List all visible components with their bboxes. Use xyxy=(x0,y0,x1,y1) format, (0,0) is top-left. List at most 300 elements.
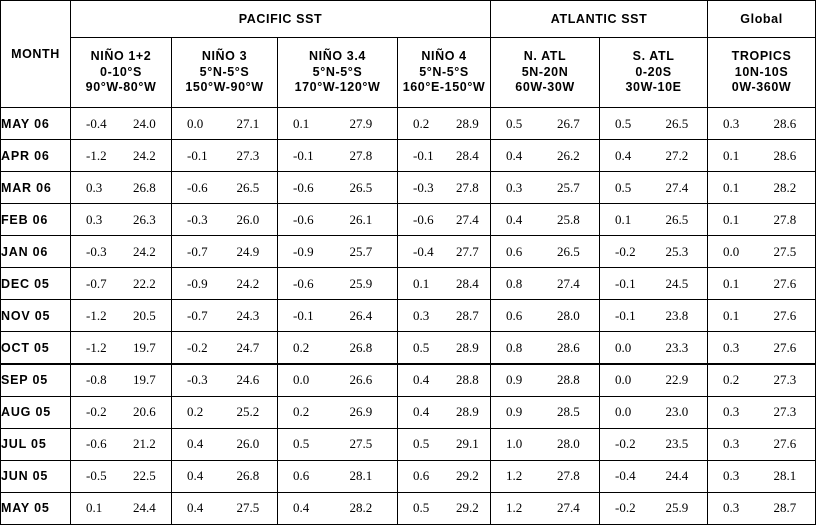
region-lat: 5°N-5°S xyxy=(199,64,250,79)
sst-value: 26.8 xyxy=(236,468,260,484)
anomaly-value: 0.1 xyxy=(723,211,740,227)
table-body xyxy=(1,108,816,525)
region-cell xyxy=(491,460,600,492)
anomaly-value: 0.4 xyxy=(506,147,523,163)
region-cell xyxy=(278,428,398,460)
anomaly-value: 0.1 xyxy=(723,179,740,195)
table-row xyxy=(1,428,816,460)
region-cell xyxy=(278,108,398,140)
sst-value: 26.8 xyxy=(349,339,373,355)
region-cell xyxy=(71,300,172,332)
region-lat: 0-10°S xyxy=(100,64,142,79)
region-cell xyxy=(600,268,708,300)
anomaly-value: -0.6 xyxy=(86,436,107,452)
sst-value: 24.3 xyxy=(236,307,260,323)
region-cell xyxy=(278,204,398,236)
sst-value: 27.8 xyxy=(456,179,479,195)
anomaly-value: -0.1 xyxy=(413,147,434,163)
anomaly-value: 1.2 xyxy=(506,468,523,484)
month-column-header: MONTH xyxy=(1,1,71,108)
region-cell xyxy=(600,492,708,524)
sst-value: 28.7 xyxy=(456,307,479,323)
sst-value: 27.4 xyxy=(665,179,689,195)
sst-value: 27.1 xyxy=(236,115,260,131)
month-cell: JUL 05 xyxy=(1,428,71,460)
region-cell xyxy=(398,268,491,300)
region-cell xyxy=(71,428,172,460)
anomaly-value: -0.3 xyxy=(413,179,434,195)
sst-value: 28.9 xyxy=(456,339,479,355)
sst-value: 20.6 xyxy=(133,404,156,420)
table-row xyxy=(1,396,816,428)
anomaly-value: -0.7 xyxy=(187,307,208,323)
sst-value: 28.8 xyxy=(557,372,580,388)
sst-value: 28.4 xyxy=(456,275,479,291)
anomaly-value: 0.6 xyxy=(506,243,523,259)
anomaly-value: 0.1 xyxy=(723,275,740,291)
region-cell xyxy=(398,492,491,524)
table-row xyxy=(1,140,816,172)
region-header xyxy=(278,38,398,108)
region-header xyxy=(708,38,816,108)
sst-value: 28.0 xyxy=(557,436,580,452)
region-cell xyxy=(491,236,600,268)
region-cell xyxy=(600,428,708,460)
anomaly-value: 0.2 xyxy=(187,404,204,420)
sst-value: 27.4 xyxy=(557,500,580,516)
region-cell xyxy=(600,140,708,172)
anomaly-value: -1.2 xyxy=(86,147,107,163)
sst-value: 22.9 xyxy=(665,372,689,388)
region-cell xyxy=(278,140,398,172)
sst-value: 26.6 xyxy=(349,372,373,388)
sst-value: 19.7 xyxy=(133,372,156,388)
sst-value: 26.5 xyxy=(349,179,373,195)
sst-value: 28.9 xyxy=(456,115,479,131)
anomaly-value: -0.2 xyxy=(615,436,636,452)
sst-value: 28.8 xyxy=(456,372,479,388)
region-cell xyxy=(71,204,172,236)
anomaly-value: 0.4 xyxy=(187,500,204,516)
anomaly-value: -0.6 xyxy=(293,211,314,227)
anomaly-value: -0.1 xyxy=(187,147,208,163)
region-cell xyxy=(398,140,491,172)
sst-value: 24.4 xyxy=(665,468,689,484)
sst-value: 21.2 xyxy=(133,436,156,452)
sst-value: 26.5 xyxy=(236,179,260,195)
anomaly-value: -0.2 xyxy=(187,339,208,355)
sst-value: 27.8 xyxy=(773,211,797,227)
anomaly-value: -0.7 xyxy=(86,275,107,291)
region-cell xyxy=(708,268,816,300)
sst-value: 27.6 xyxy=(773,307,797,323)
sst-value: 27.4 xyxy=(456,211,479,227)
month-cell: AUG 05 xyxy=(1,396,71,428)
anomaly-value: 0.4 xyxy=(413,404,430,420)
anomaly-value: 0.1 xyxy=(723,307,740,323)
region-cell xyxy=(278,396,398,428)
region-cell xyxy=(491,428,600,460)
region-name: NIÑO 3 xyxy=(201,49,248,64)
sst-value: 23.3 xyxy=(665,339,689,355)
sst-value: 28.1 xyxy=(349,468,373,484)
region-header xyxy=(600,38,708,108)
sst-value: 27.5 xyxy=(236,500,260,516)
anomaly-value: 0.0 xyxy=(723,243,740,259)
anomaly-value: -0.6 xyxy=(187,179,208,195)
anomaly-value: -0.1 xyxy=(615,307,636,323)
sst-value: 28.0 xyxy=(557,307,580,323)
region-cell xyxy=(708,364,816,396)
sst-value: 25.2 xyxy=(236,404,260,420)
sst-value: 24.0 xyxy=(133,115,156,131)
sst-value: 27.3 xyxy=(236,147,260,163)
region-cell xyxy=(398,332,491,364)
region-cell xyxy=(398,236,491,268)
month-cell: SEP 05 xyxy=(1,364,71,396)
region-cell xyxy=(398,428,491,460)
anomaly-value: 0.0 xyxy=(187,115,204,131)
region-cell xyxy=(708,332,816,364)
anomaly-value: 0.3 xyxy=(413,307,430,323)
table-row xyxy=(1,108,816,140)
region-name: TROPICS xyxy=(731,49,792,64)
month-cell: NOV 05 xyxy=(1,300,71,332)
anomaly-value: 0.6 xyxy=(506,307,523,323)
sst-value: 25.8 xyxy=(557,211,580,227)
region-cell xyxy=(172,300,278,332)
table-row xyxy=(1,236,816,268)
region-cell xyxy=(491,172,600,204)
region-cell xyxy=(491,204,600,236)
sst-value: 26.5 xyxy=(665,211,689,227)
region-cell xyxy=(600,108,708,140)
sst-value: 24.2 xyxy=(133,243,156,259)
sst-value: 27.6 xyxy=(773,275,797,291)
region-lat: 5°N-5°S xyxy=(419,64,469,79)
sst-value: 29.2 xyxy=(456,500,479,516)
region-cell xyxy=(278,364,398,396)
region-cell xyxy=(398,396,491,428)
sst-value: 28.1 xyxy=(773,468,797,484)
anomaly-value: 0.2 xyxy=(723,372,740,388)
month-cell: OCT 05 xyxy=(1,332,71,364)
anomaly-value: -0.7 xyxy=(187,243,208,259)
anomaly-value: -0.4 xyxy=(413,243,434,259)
sst-value: 27.3 xyxy=(773,372,797,388)
table-row xyxy=(1,300,816,332)
anomaly-value: 0.3 xyxy=(86,211,103,227)
month-cell: JAN 06 xyxy=(1,236,71,268)
region-lon: 30W-10E xyxy=(625,80,682,95)
sst-value: 24.4 xyxy=(133,500,156,516)
region-lat: 5N-20N xyxy=(521,64,569,79)
anomaly-value: 0.4 xyxy=(187,468,204,484)
region-lon: 160°E-150°W xyxy=(402,80,486,95)
anomaly-value: -0.8 xyxy=(86,372,107,388)
sst-value: 28.7 xyxy=(773,500,797,516)
sst-value: 28.5 xyxy=(557,404,580,420)
sst-value: 24.5 xyxy=(665,275,689,291)
anomaly-value: 0.9 xyxy=(506,404,523,420)
sst-value: 29.1 xyxy=(456,436,479,452)
anomaly-value: 0.4 xyxy=(506,211,523,227)
region-cell xyxy=(491,396,600,428)
region-cell xyxy=(398,108,491,140)
region-cell xyxy=(71,140,172,172)
sst-value: 26.1 xyxy=(349,211,373,227)
anomaly-value: 0.1 xyxy=(723,147,740,163)
region-cell xyxy=(278,172,398,204)
sst-value: 27.9 xyxy=(349,115,373,131)
anomaly-value: 0.3 xyxy=(723,500,740,516)
region-cell xyxy=(600,236,708,268)
month-cell: DEC 05 xyxy=(1,268,71,300)
region-cell xyxy=(172,108,278,140)
sst-value: 27.6 xyxy=(773,436,797,452)
table-row xyxy=(1,332,816,364)
anomaly-value: 0.5 xyxy=(506,115,523,131)
region-lat: 0-20S xyxy=(635,64,672,79)
anomaly-value: 0.1 xyxy=(86,500,103,516)
anomaly-value: 0.5 xyxy=(615,115,632,131)
region-cell xyxy=(71,108,172,140)
anomaly-value: 0.5 xyxy=(413,339,430,355)
region-cell xyxy=(491,140,600,172)
region-cell xyxy=(278,492,398,524)
region-cell xyxy=(600,204,708,236)
region-cell xyxy=(708,300,816,332)
anomaly-value: -0.3 xyxy=(187,211,208,227)
region-cell xyxy=(71,236,172,268)
anomaly-value: 0.1 xyxy=(413,275,430,291)
region-cell xyxy=(398,460,491,492)
anomaly-value: -0.9 xyxy=(187,275,208,291)
sst-value: 26.3 xyxy=(133,211,156,227)
anomaly-value: -0.4 xyxy=(86,115,107,131)
sst-value: 28.6 xyxy=(773,115,797,131)
table-row xyxy=(1,364,816,396)
region-cell xyxy=(172,396,278,428)
sst-value: 24.6 xyxy=(236,372,260,388)
anomaly-value: 0.1 xyxy=(293,115,310,131)
anomaly-value: 0.0 xyxy=(615,372,632,388)
sst-value: 28.9 xyxy=(456,404,479,420)
sst-value: 24.2 xyxy=(133,147,156,163)
anomaly-value: 0.1 xyxy=(615,211,632,227)
month-cell: APR 06 xyxy=(1,140,71,172)
sst-value: 29.2 xyxy=(456,468,479,484)
region-lon: 0W-360W xyxy=(731,80,792,95)
anomaly-value: -0.1 xyxy=(293,147,314,163)
sst-value: 26.2 xyxy=(557,147,580,163)
sst-value: 24.2 xyxy=(236,275,260,291)
anomaly-value: 0.4 xyxy=(187,436,204,452)
region-cell xyxy=(491,108,600,140)
region-name: NIÑO 3.4 xyxy=(309,49,366,64)
sst-value: 20.5 xyxy=(133,307,156,323)
anomaly-value: 0.2 xyxy=(293,339,310,355)
month-cell: MAR 06 xyxy=(1,172,71,204)
region-cell xyxy=(71,396,172,428)
sst-value: 24.9 xyxy=(236,243,260,259)
table-row xyxy=(1,460,816,492)
anomaly-value: -0.2 xyxy=(615,500,636,516)
sst-value: 26.7 xyxy=(557,115,580,131)
region-lon: 150°W-90°W xyxy=(185,80,264,95)
sst-value: 27.2 xyxy=(665,147,689,163)
region-cell xyxy=(708,396,816,428)
atlantic-sst-group-header: ATLANTIC SST xyxy=(491,1,708,38)
region-cell xyxy=(71,364,172,396)
region-cell xyxy=(708,204,816,236)
region-cell xyxy=(172,172,278,204)
month-cell: FEB 06 xyxy=(1,204,71,236)
region-name: NIÑO 1+2 xyxy=(90,49,152,64)
anomaly-value: 1.2 xyxy=(506,500,523,516)
anomaly-value: -0.1 xyxy=(615,275,636,291)
anomaly-value: 0.0 xyxy=(293,372,310,388)
month-cell: JUN 05 xyxy=(1,460,71,492)
sst-value: 25.3 xyxy=(665,243,689,259)
region-cell xyxy=(71,332,172,364)
sst-value: 27.3 xyxy=(773,404,797,420)
anomaly-value: -0.2 xyxy=(615,243,636,259)
region-cell xyxy=(172,492,278,524)
month-cell: MAY 05 xyxy=(1,492,71,524)
region-cell xyxy=(600,300,708,332)
region-cell xyxy=(708,108,816,140)
sst-value: 26.0 xyxy=(236,436,260,452)
sst-value: 19.7 xyxy=(133,339,156,355)
region-lon: 90°W-80°W xyxy=(85,80,157,95)
month-cell: MAY 06 xyxy=(1,108,71,140)
sst-value: 26.4 xyxy=(349,307,373,323)
region-cell xyxy=(172,268,278,300)
region-cell xyxy=(278,268,398,300)
anomaly-value: 0.0 xyxy=(615,339,632,355)
anomaly-value: -0.4 xyxy=(615,468,636,484)
region-cell xyxy=(491,300,600,332)
anomaly-value: -0.9 xyxy=(293,243,314,259)
region-cell xyxy=(172,364,278,396)
anomaly-value: -0.1 xyxy=(293,307,314,323)
region-header xyxy=(398,38,491,108)
anomaly-value: 0.4 xyxy=(293,500,310,516)
table-row xyxy=(1,172,816,204)
anomaly-value: 0.2 xyxy=(413,115,430,131)
region-cell xyxy=(708,428,816,460)
anomaly-value: 0.5 xyxy=(413,500,430,516)
anomaly-value: 0.9 xyxy=(506,372,523,388)
sst-value: 27.8 xyxy=(349,147,373,163)
region-cell xyxy=(600,332,708,364)
sst-value: 27.8 xyxy=(557,468,580,484)
region-cell xyxy=(708,172,816,204)
anomaly-value: 0.3 xyxy=(506,179,523,195)
sst-value: 26.5 xyxy=(665,115,689,131)
anomaly-value: -0.3 xyxy=(187,372,208,388)
region-name: NIÑO 4 xyxy=(421,49,467,64)
region-cell xyxy=(172,460,278,492)
anomaly-value: -0.6 xyxy=(413,211,434,227)
sst-value: 23.8 xyxy=(665,307,689,323)
region-name: S. ATL xyxy=(632,49,675,64)
anomaly-value: 0.8 xyxy=(506,275,523,291)
sst-value: 25.7 xyxy=(557,179,580,195)
region-cell xyxy=(491,492,600,524)
region-header-row xyxy=(1,38,816,108)
table-row xyxy=(1,268,816,300)
sst-value: 25.9 xyxy=(665,500,689,516)
anomaly-value: 0.3 xyxy=(86,179,103,195)
global-group-header: Global xyxy=(708,1,816,38)
anomaly-value: -0.2 xyxy=(86,404,107,420)
region-cell xyxy=(278,460,398,492)
region-cell xyxy=(278,300,398,332)
sst-value: 28.6 xyxy=(773,147,797,163)
sst-value: 26.5 xyxy=(557,243,580,259)
region-lat: 5°N-5°S xyxy=(312,64,363,79)
sst-value: 27.6 xyxy=(773,339,797,355)
sst-value: 25.9 xyxy=(349,275,373,291)
anomaly-value: 0.2 xyxy=(293,404,310,420)
region-cell xyxy=(172,236,278,268)
anomaly-value: 0.4 xyxy=(413,372,430,388)
region-cell xyxy=(172,140,278,172)
sst-value: 22.5 xyxy=(133,468,156,484)
anomaly-value: -1.2 xyxy=(86,307,107,323)
anomaly-value: 0.5 xyxy=(413,436,430,452)
region-cell xyxy=(491,332,600,364)
anomaly-value: 0.5 xyxy=(293,436,310,452)
anomaly-value: 0.5 xyxy=(615,179,632,195)
region-cell xyxy=(71,492,172,524)
sst-value: 27.5 xyxy=(773,243,797,259)
region-header xyxy=(172,38,278,108)
region-cell xyxy=(600,172,708,204)
anomaly-value: -0.5 xyxy=(86,468,107,484)
sst-value: 26.8 xyxy=(133,179,156,195)
region-cell xyxy=(491,364,600,396)
anomaly-value: 0.3 xyxy=(723,436,740,452)
sst-value: 27.7 xyxy=(456,243,479,259)
region-cell xyxy=(600,460,708,492)
table-row xyxy=(1,492,816,524)
sst-value: 28.6 xyxy=(557,339,580,355)
anomaly-value: 0.8 xyxy=(506,339,523,355)
region-cell xyxy=(398,204,491,236)
region-cell xyxy=(708,492,816,524)
sst-value: 28.2 xyxy=(349,500,373,516)
anomaly-value: -0.6 xyxy=(293,275,314,291)
anomaly-value: 0.6 xyxy=(413,468,430,484)
pacific-sst-group-header: PACIFIC SST xyxy=(71,1,491,38)
region-cell xyxy=(172,332,278,364)
region-cell xyxy=(71,172,172,204)
region-cell xyxy=(172,204,278,236)
anomaly-value: 0.3 xyxy=(723,339,740,355)
anomaly-value: 0.3 xyxy=(723,468,740,484)
anomaly-value: -1.2 xyxy=(86,339,107,355)
region-cell xyxy=(491,268,600,300)
region-header xyxy=(491,38,600,108)
table-row xyxy=(1,204,816,236)
sst-value: 22.2 xyxy=(133,275,156,291)
region-cell xyxy=(708,460,816,492)
sst-value: 26.9 xyxy=(349,404,373,420)
anomaly-value: 1.0 xyxy=(506,436,523,452)
